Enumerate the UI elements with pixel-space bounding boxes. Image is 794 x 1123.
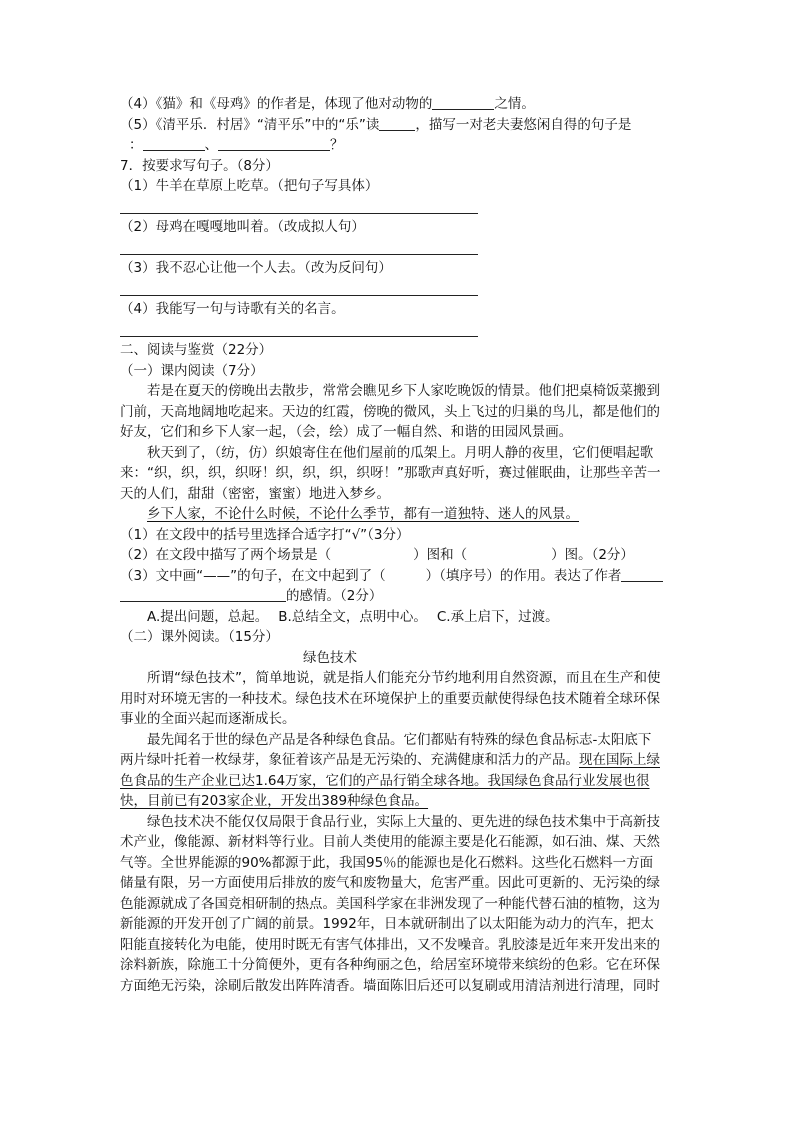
passage-1-line-1: 若是在夏天的傍晚出去散步，常常会瞧见乡下人家吃晚饭的情景。他们把桌椅饭菜搬到 [147,383,660,399]
q5-pronunciation-blank[interactable] [379,116,415,131]
reading-question-3 [120,566,680,587]
green-para-3-line-4: 储量有限，另一方面使用后排放的废气和废物量大，危害严重。因此可更新的、无污染的绿 [120,875,660,891]
rq3-text-b: ）（填序号）的作用。表达了作者 [425,567,622,584]
answer-line-7-2[interactable] [120,238,680,259]
passage-2-line-2: 来：“织，织，织，织呀！织，织，织，织呀！”那歌声真好听，赛过催眠曲，让那些辛苦一 [120,465,661,481]
question-7-1: （1）牛羊在草原上吃草。（把句子写具体） [120,178,379,194]
green-para-2-line-2 [120,750,680,771]
q5-sentence-blank-1[interactable] [143,136,205,151]
question-4 [120,94,680,115]
q5-end-mark: ？ [330,137,344,153]
reading-question-1: （1）在文段中的括号里选择合适字打“√”（3分） [120,526,410,543]
passage-3-line-1 [120,504,680,525]
question-7-2: （2）母鸡在嘎嘎地叫着。（改成拟人句） [120,219,365,235]
g2-l3-underlined: 色食品的生产企业已达1.64万家，它们的产品行销全球各地。我国绿色食品行业发展也很 [120,772,650,789]
q5-separator: 、 [204,137,218,153]
g2-l4-underlined: 快，目前已有203家企业，开发出389种绿色食品。 [120,793,429,809]
green-para-3-line-9: 方面绝无污染，涂刷后散发出阵阵清香。墙面陈旧后还可以复刷或用清洁剂进行清理，同时 [120,977,660,994]
passage-1-line-2: 门前，天高地阔地吃起来。天边的红霞，傍晚的微风，头上飞过的归巢的鸟儿，都是他们的 [120,403,660,420]
question-7-4: （4）我能写一句与诗歌有关的名言。 [120,301,345,317]
passage-2-line-1: 秋天到了，（纺，仿）织娘寄住在他们屋前的瓜架上。月明人静的夜里，它们便唱起歌 [147,444,654,461]
section-2-heading: 二、阅读与鉴赏（22分） [120,342,273,358]
option-c: C.承上启下，过渡。 [436,608,559,625]
question-7-heading: 7．按要求写句子。（8分） [120,157,279,174]
passage-1-line-3: 好友，它们和乡下人家一起，（会，绘）成了一幅自然、和谐的田园风景画。 [120,424,573,440]
answer-line-7-3[interactable] [120,279,680,300]
green-para-2-line-4 [120,791,680,812]
g2-l2-text: 两片绿叶托着一枚绿芽，象征着该产品是无污染的、充满健康和活力的产品。 [120,752,579,768]
q4-text: （4）《猫》和《母鸡》的作者是，体现了他对动物的 [120,96,433,112]
green-para-2-line-1: 最先闻名于世的绿色产品是各种绿色食品。它们都贴有特殊的绿色食品标志-太阳底下 [147,731,652,748]
g2-l2-underlined: 现在国际上绿 [579,752,660,768]
underlined-sentence: 乡下人家，不论什么时候，不论什么季节，都有一道独特、迷人的风景。 [147,506,579,522]
q5-colon: ： [129,137,143,153]
rq3-feeling-blank-2[interactable] [120,587,286,602]
passage-2-line-3: 天的人们，甜甜（密密，蜜蜜）地进入梦乡。 [120,485,390,502]
green-para-3-line-3: 气等。全世界能源的90%都源于此，我国95％的能源也是化石燃料。这些化石燃料一方面 [120,854,654,871]
part-1-heading: （一）课内阅读（7分） [120,362,264,379]
green-para-1-line-3: 事业的全面兴起而逐渐成长。 [120,711,296,727]
green-para-3-line-6: 新能源的开发开创了广阔的前景。1992年，日本就研制出了以太阳能为动力的汽车，把太 [120,916,654,932]
reading-question-3-cont [120,586,680,607]
q5-text-b: ，描写一对老夫妻悠闲自得的句子是 [415,116,632,133]
article-title: 绿色技术 [303,649,357,666]
option-a: A.提出问题，总起。 [147,608,269,625]
q5-sentence-blank-2[interactable] [218,136,330,151]
green-para-2-line-3 [120,771,680,792]
part-2-heading: （二）课外阅读。（15分） [120,629,279,645]
rq2-text-a: （2）在文段中描写了两个场景是（ [120,547,332,563]
q5-text-a: （5）《清平乐．村居》“清平乐”中的“乐”读 [120,116,380,133]
q4-answer-blank[interactable] [432,95,494,110]
rq2-text-c: ）图。（2分） [551,547,634,563]
green-para-3-line-8: 涂料新族，除施工十分简便外，更有各种绚丽之色，给居室环境带来缤纷的色彩。它在环保 [120,957,660,973]
question-7-3: （3）我不忍心让他一个人去。（改为反问句） [120,260,392,276]
rq2-text-b: ）图和（ [413,547,468,563]
answer-line-7-4[interactable] [120,320,680,341]
rq3-text-c: 的感情。（2分） [286,588,383,604]
answer-line-7-1[interactable] [120,197,680,218]
green-para-3-line-2: 术产业，像能源、新材料等行业。目前人类使用的能源主要是化石能源，如石油、煤、天然 [120,834,660,850]
option-b: B.总结全文，点明中心。 [278,608,427,625]
green-para-3-line-5: 色能源就成了各国竞相研制的热点。美国科学家在非洲发现了一种能代替石油的植物，这为 [120,895,660,912]
green-para-1-line-1: 所谓“绿色技术”，简单地说，就是指人们能充分节约地利用自然资源，而且在生产和使 [147,670,661,686]
reading-question-2 [120,545,680,566]
options-row [120,607,680,628]
green-para-3-line-1: 绿色技术决不能仅仅局限于食品行业，实际上大量的、更先进的绿色技术集中于高新技 [147,813,660,830]
exam-page [120,94,680,996]
rq3-text-a: （3）文中画“——”的句子，在文中起到了（ [120,567,386,584]
question-5-cont [120,135,680,156]
question-5 [120,115,680,136]
rq3-feeling-blank-1[interactable] [621,567,663,582]
q4-tail: 之情。 [494,96,535,112]
green-para-3-line-7: 阳能直接转化为电能，使用时既无有害气体排出，又不发噪音。乳胶漆是近年来开发出来的 [120,936,660,953]
green-para-1-line-2: 用时对环境无害的一种技术。绿色技术在环境保护上的重要贡献使得绿色技术随着全球环保 [120,690,660,707]
